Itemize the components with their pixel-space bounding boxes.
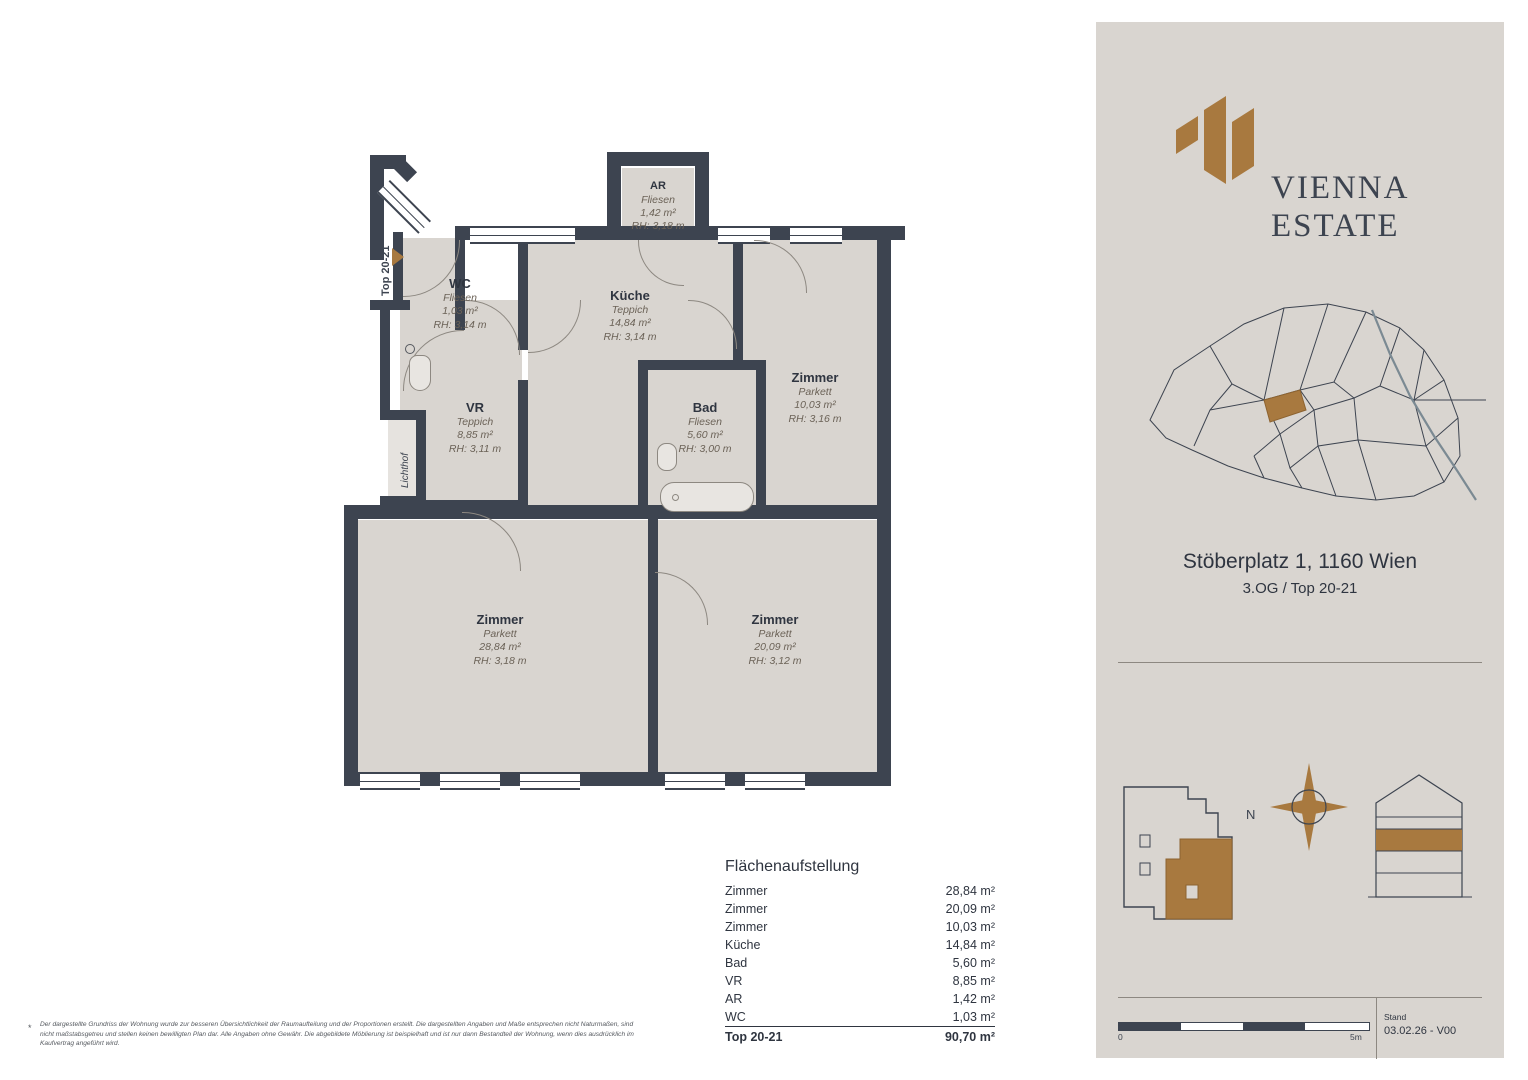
room-label-kueche [570,288,690,344]
room-label-zimmer-2884 [440,612,560,668]
room-floor: Parkett [798,386,832,399]
revision-value: 03.02.26 - V00 [1384,1025,1457,1037]
table-row [725,954,995,972]
unit-tag: Top 20-21 [380,245,392,296]
unit-tag-arrow-icon [392,248,404,266]
divider-top [1118,662,1482,663]
room-area: 8,85 m² [457,429,493,442]
room-name: Zimmer [751,612,799,627]
bad-drain-icon [672,494,679,501]
room-label-bad [655,400,755,456]
vienna-estate-mark-icon [1158,88,1268,198]
window-bottom-e [745,772,805,790]
room-floor: Fliesen [641,193,675,206]
area-row-value: 5,60 m² [952,956,995,970]
divider-vertical [1376,997,1377,1059]
disclaimer-note [28,1020,640,1049]
room-floor: Teppich [456,416,494,429]
table-row [725,900,995,918]
area-row-label: Zimmer [725,902,768,916]
table-row [725,990,995,1008]
area-row-label: Zimmer [725,920,768,934]
room-label-ar [605,180,711,233]
area-total-label: Top 20-21 [725,1027,869,1047]
table-row [725,1008,995,1027]
room-area: 20,09 m² [754,641,796,654]
district-map [1114,250,1486,525]
table-row [725,936,995,954]
area-row-value: 10,03 m² [945,920,995,934]
window-kueche-top [470,226,575,244]
area-row-label: Zimmer [725,884,768,898]
footnote-text: Der dargestellte Grundriss der Wohnung wurde zur besseren Übersichtlichkeit der Raumaufteilung und der Proportionen erstellt. Die dargestellten Angaben und Maße entsprechen nicht Naturmaßen, sind nicht maßstabsgetreu und stellen keinen bewilligten Plan dar. Alle Angaben ohne Gewähr. Die abgebildete Möblierung ist beispielhaft und ist nur dann Bestandteil der Wohnung, wenn dies ausdrücklich im Kaufvertrag angeführt wird. [40,1021,634,1048]
wc-toilet-fixture [409,355,431,391]
room-name: Bad [692,400,718,415]
window-bottom-b [440,772,500,790]
room-floor: Parkett [483,628,517,641]
area-table [725,882,995,1046]
room-floor: Fliesen [688,416,722,429]
room-height: RH: 3,16 m [788,412,842,425]
table-row-total [725,1027,995,1047]
compass-north-label: N [1246,807,1256,822]
scale-seg-1 [1119,1023,1181,1030]
area-table-title: Flächenaufstellung [725,858,860,875]
table-row [725,882,995,900]
scale-bar-track [1118,1022,1370,1031]
room-area: 14,84 m² [609,317,651,330]
room-name: VR [465,400,485,415]
room-height: RH: 3,18 m [631,220,685,232]
window-bottom-d [665,772,725,790]
table-row [725,972,995,990]
divider-bottom [1118,997,1482,998]
room-name: Zimmer [476,612,524,627]
area-row-label: Bad [725,956,748,970]
room-area: 1,42 m² [640,206,676,219]
room-floor: Teppich [611,304,649,317]
room-area: 28,84 m² [479,641,521,654]
room-floor: Fliesen [443,292,477,305]
window-bottom-a [360,772,420,790]
wall-ar-top [607,152,709,166]
room-area: 10,03 m² [794,399,836,412]
compass-rose-icon [1264,757,1354,857]
area-summary-table [725,858,995,1046]
room-height: RH: 3,14 m [603,330,657,343]
area-row-value: 1,42 m² [952,992,995,1006]
room-height: RH: 3,11 m [448,442,502,455]
scale-seg-2 [1243,1023,1305,1030]
property-address [1096,550,1504,597]
room-area: 5,60 m² [687,429,723,442]
room-floor: Parkett [758,628,792,641]
building-section-icon [1364,769,1474,919]
room-label-zimmer-1003 [760,370,870,426]
lichthof-label: Lichthof [400,452,411,488]
brand-line-1: VIENNA [1271,170,1410,206]
wall-zimmer-divider [648,505,658,786]
area-row-value: 20,09 m² [945,902,995,916]
wall-lichthof-bottom [380,496,426,506]
wc-sink-fixture [405,344,415,354]
room-height: RH: 3,12 m [748,654,802,667]
orientation-graphics [1114,747,1486,947]
room-height: RH: 3,18 m [473,654,527,667]
footnote-marker: * [28,1023,32,1033]
room-height: RH: 3,00 m [678,442,732,455]
room-name: WC [449,276,471,291]
area-row-value: 8,85 m² [952,974,995,988]
vienna-districts-map-icon [1114,250,1486,525]
page-title: Stöberplatz 1, 1160 Wien [1182,550,1418,573]
scale-end-label: 5m [1350,1032,1362,1042]
revision-label: Stand [1384,1012,1407,1022]
wall-vr-bottom [426,500,526,510]
window-bottom-c [520,772,580,790]
room-label-vr [420,400,530,456]
wall-bad-top [638,360,766,370]
table-row [725,918,995,936]
room-name: Zimmer [791,370,839,385]
room-area: 1,03 m² [442,305,478,318]
window-diagonal [377,180,431,234]
brand-line-2: ESTATE [1271,207,1400,244]
area-row-value: 28,84 m² [945,884,995,898]
info-panel [1096,22,1504,1058]
wall-outer-left-top [370,155,384,260]
room-label-zimmer-2009 [715,612,835,668]
wall-outer-bottom [344,772,891,786]
brand-wordmark [1271,170,1409,246]
area-total-value: 90,70 m² [869,1027,995,1047]
wall-lichthof-left [380,310,390,420]
room-name: Küche [610,288,650,303]
area-row-value: 1,03 m² [952,1010,995,1024]
window-top-right-b [790,226,842,244]
room-height: RH: 3,14 m [433,318,487,331]
scale-start-label: 0 [1118,1032,1123,1042]
wall-bad-left [638,360,648,510]
page-subtitle: 3.OG / Top 20-21 [1242,580,1358,597]
site-plan-icon [1114,767,1274,927]
room-label-wc [400,276,520,332]
area-row-label: AR [725,992,743,1006]
wall-outer-left-bottom [344,505,358,786]
room-name: AR [650,180,666,192]
area-row-label: VR [725,974,743,988]
area-row-value: 14,84 m² [945,938,995,952]
brand-logo [1096,82,1504,244]
area-row-label: Küche [725,938,761,952]
revision-block [1384,1012,1484,1037]
area-row-label: WC [725,1010,746,1024]
